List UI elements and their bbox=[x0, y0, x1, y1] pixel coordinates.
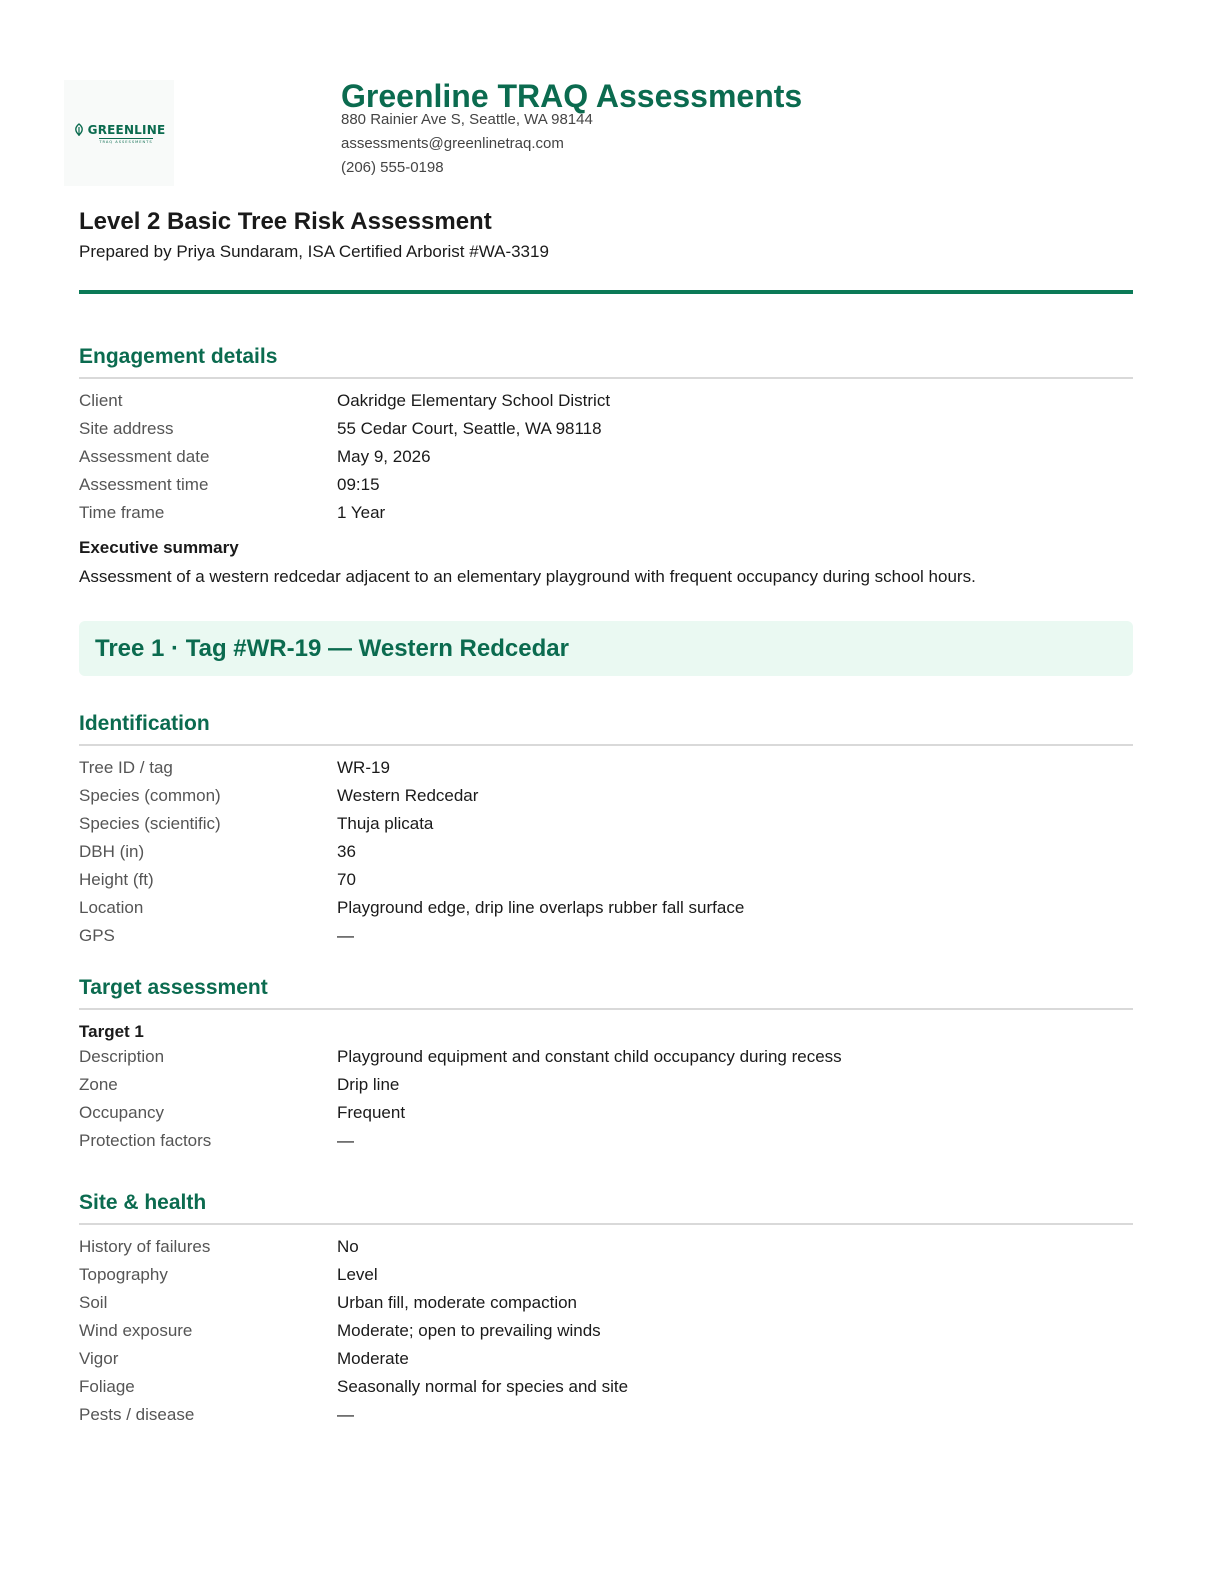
kv-row bbox=[79, 838, 1133, 866]
target-section bbox=[79, 974, 1133, 1155]
kv-row bbox=[79, 810, 1133, 838]
kv-label: Species (scientific) bbox=[79, 814, 221, 833]
kv-row bbox=[79, 866, 1133, 894]
kv-value: 36 bbox=[337, 842, 356, 861]
kv-row bbox=[79, 754, 1133, 782]
kv-value: Moderate; open to prevailing winds bbox=[337, 1321, 601, 1340]
kv-label: Vigor bbox=[79, 1349, 119, 1368]
kv-row bbox=[79, 499, 1133, 527]
kv-value: Playground equipment and constant child occupancy during recess bbox=[337, 1047, 842, 1066]
kv-label: Tree ID / tag bbox=[79, 758, 173, 777]
tree-banner bbox=[79, 621, 1133, 676]
leaf-icon bbox=[73, 123, 85, 137]
kv-label: Location bbox=[79, 898, 144, 917]
kv-label: Species (common) bbox=[79, 786, 221, 805]
kv-value: Frequent bbox=[337, 1103, 406, 1122]
kv-value: WR-19 bbox=[337, 758, 390, 777]
identification-section bbox=[79, 710, 1133, 950]
company-name: Greenline TRAQ Assessments bbox=[341, 78, 803, 114]
kv-row bbox=[79, 1071, 1133, 1099]
kv-label: GPS bbox=[79, 926, 115, 945]
engagement-section bbox=[79, 343, 1133, 591]
kv-label: Soil bbox=[79, 1293, 108, 1312]
kv-value: Urban fill, moderate compaction bbox=[337, 1293, 578, 1312]
kv-label: Topography bbox=[79, 1265, 168, 1284]
kv-value: — bbox=[337, 1405, 354, 1424]
document-title: Level 2 Basic Tree Risk Assessment bbox=[79, 208, 492, 235]
company-info bbox=[341, 78, 1121, 180]
kv-row bbox=[79, 471, 1133, 499]
kv-label: Occupancy bbox=[79, 1103, 165, 1122]
section-title: Site & health bbox=[79, 1189, 1133, 1225]
kv-row bbox=[79, 922, 1133, 950]
kv-value: Oakridge Elementary School District bbox=[337, 391, 611, 410]
kv-row bbox=[79, 1317, 1133, 1345]
kv-row bbox=[79, 387, 1133, 415]
kv-label: Wind exposure bbox=[79, 1321, 193, 1340]
kv-value: 70 bbox=[337, 870, 356, 889]
kv-value: Drip line bbox=[337, 1075, 400, 1094]
prepared-by: Prepared by Priya Sundaram, ISA Certified Arborist #WA-3319 bbox=[79, 242, 549, 261]
kv-row bbox=[79, 782, 1133, 810]
kv-row bbox=[79, 1043, 1133, 1071]
kv-value: No bbox=[337, 1237, 359, 1256]
section-title: Target assessment bbox=[79, 974, 1133, 1010]
kv-row bbox=[79, 1127, 1133, 1155]
kv-value: 09:15 bbox=[337, 475, 380, 494]
kv-row bbox=[79, 415, 1133, 443]
kv-value: Thuja plicata bbox=[337, 814, 434, 833]
kv-row bbox=[79, 443, 1133, 471]
kv-label: Assessment date bbox=[79, 447, 210, 466]
logo-word: GREENLINE bbox=[87, 122, 166, 137]
kv-value: — bbox=[337, 926, 354, 945]
kv-label: Assessment time bbox=[79, 475, 209, 494]
kv-value: 1 Year bbox=[337, 503, 386, 522]
section-title: Engagement details bbox=[79, 343, 1133, 379]
kv-label: DBH (in) bbox=[79, 842, 145, 861]
company-logo bbox=[64, 80, 174, 186]
kv-row bbox=[79, 1289, 1133, 1317]
kv-row bbox=[79, 1345, 1133, 1373]
kv-row bbox=[79, 1401, 1133, 1429]
identification-table bbox=[79, 754, 1133, 950]
engagement-table bbox=[79, 387, 1133, 527]
kv-label: Height (ft) bbox=[79, 870, 154, 889]
target-table bbox=[79, 1043, 1133, 1155]
kv-value: May 9, 2026 bbox=[337, 447, 431, 466]
tree-banner-title: Tree 1 · Tag #WR-19 — Western Redcedar bbox=[95, 634, 569, 662]
company-email: assessments@greenlinetraq.com bbox=[341, 135, 564, 152]
header-divider bbox=[79, 290, 1133, 294]
kv-label: Pests / disease bbox=[79, 1405, 195, 1424]
kv-row bbox=[79, 1261, 1133, 1289]
kv-row bbox=[79, 1373, 1133, 1401]
kv-row bbox=[79, 894, 1133, 922]
target-label: Target 1 bbox=[79, 1022, 144, 1041]
kv-label: Protection factors bbox=[79, 1131, 212, 1150]
kv-row bbox=[79, 1233, 1133, 1261]
kv-label: Time frame bbox=[79, 503, 165, 522]
company-phone: (206) 555-0198 bbox=[341, 159, 444, 176]
executive-summary-heading: Executive summary bbox=[79, 538, 239, 557]
kv-label: Site address bbox=[79, 419, 174, 438]
site-health-section bbox=[79, 1189, 1133, 1429]
executive-summary-text: Assessment of a western redcedar adjacent to an elementary playground with frequent occupancy during school hours. bbox=[79, 567, 976, 586]
kv-label: Foliage bbox=[79, 1377, 135, 1396]
section-title: Identification bbox=[79, 710, 1133, 746]
kv-value: Playground edge, drip line overlaps rubber fall surface bbox=[337, 898, 745, 917]
kv-value: Seasonally normal for species and site bbox=[337, 1377, 629, 1396]
kv-value: Western Redcedar bbox=[337, 786, 479, 805]
company-address: 880 Rainier Ave S, Seattle, WA 98144 bbox=[341, 111, 593, 128]
site-health-table bbox=[79, 1233, 1133, 1429]
logo-tagline: TRAQ ASSESSMENTS bbox=[99, 139, 153, 144]
kv-label: Zone bbox=[79, 1075, 118, 1094]
kv-value: — bbox=[337, 1131, 354, 1150]
kv-label: History of failures bbox=[79, 1237, 211, 1256]
kv-label: Description bbox=[79, 1047, 165, 1066]
kv-label: Client bbox=[79, 391, 123, 410]
kv-row bbox=[79, 1099, 1133, 1127]
kv-value: Level bbox=[337, 1265, 378, 1284]
kv-value: 55 Cedar Court, Seattle, WA 98118 bbox=[337, 419, 602, 438]
kv-value: Moderate bbox=[337, 1349, 409, 1368]
